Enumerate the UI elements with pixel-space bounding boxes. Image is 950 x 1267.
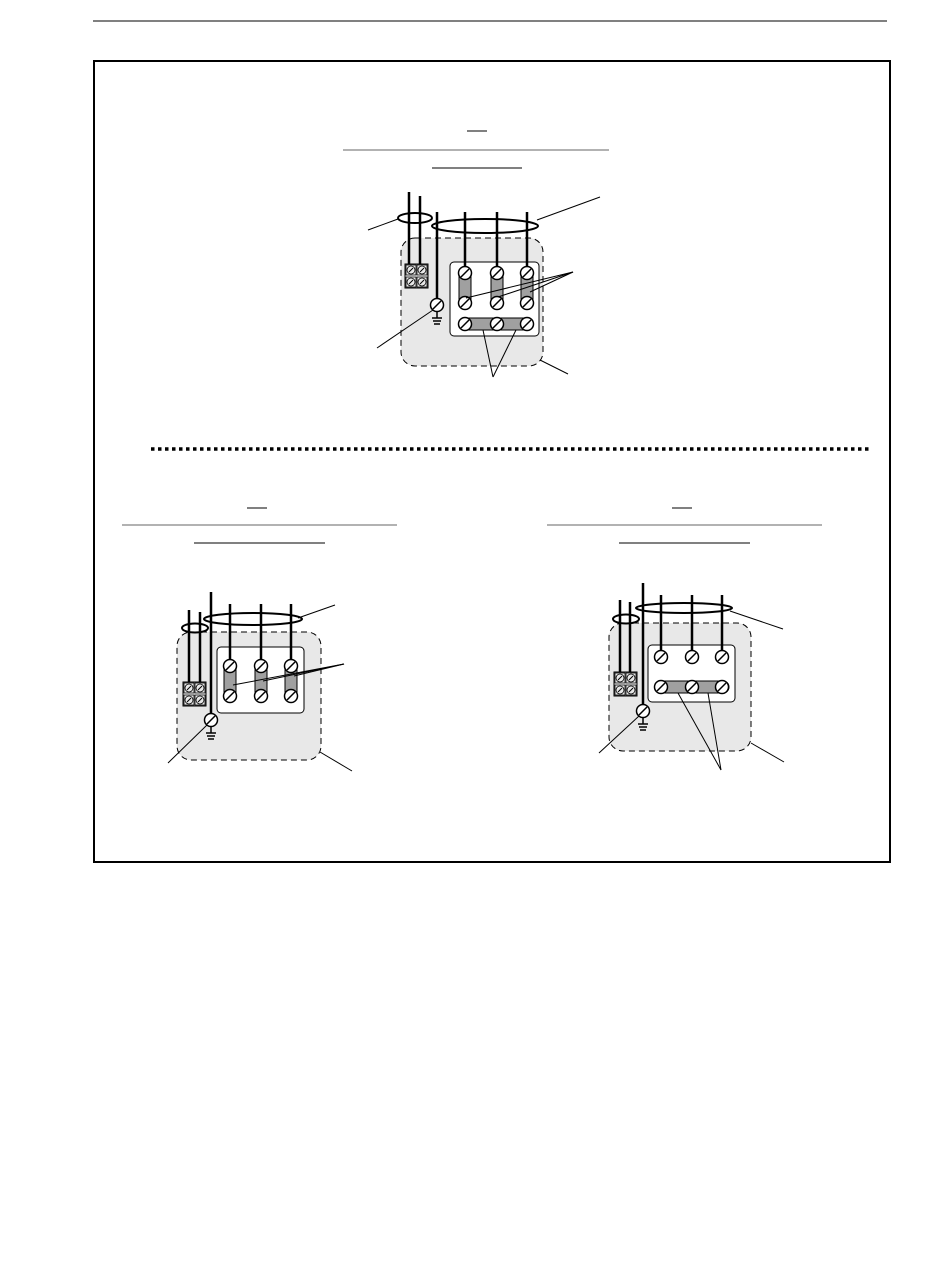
screw-terminal-icon <box>459 267 472 280</box>
title-lines <box>122 508 397 543</box>
screw-terminal-icon <box>655 651 668 664</box>
cable-bundle-ring <box>204 613 302 625</box>
thermistor-cable-ring <box>182 624 208 633</box>
screw-terminal-icon <box>491 267 504 280</box>
screw-terminal-icon <box>686 651 699 664</box>
thermistor-terminal-icon <box>405 264 428 288</box>
screw-terminal-icon <box>255 660 268 673</box>
screw-terminal-icon <box>521 318 534 331</box>
screw-terminal-icon <box>459 297 472 310</box>
cable-bundle-ring <box>432 219 538 233</box>
screw-terminal-icon <box>285 690 298 703</box>
thermistor-terminal-icon <box>614 672 637 696</box>
screw-terminal-icon <box>459 318 472 331</box>
title-lines <box>547 508 822 543</box>
wiring-diagram-bottom-left <box>122 508 397 771</box>
screw-terminal-icon <box>491 318 504 331</box>
screw-terminal-icon <box>521 267 534 280</box>
screw-terminal-icon <box>491 297 504 310</box>
terminal-screws <box>459 267 534 331</box>
screw-terminal-icon <box>716 651 729 664</box>
screw-terminal-icon <box>224 660 237 673</box>
thermistor-terminal-icon <box>183 682 206 706</box>
screw-terminal-icon <box>224 690 237 703</box>
thermistor-cable-ring <box>613 615 639 624</box>
thermistor-cable-ring <box>398 213 432 223</box>
screw-terminal-icon <box>255 690 268 703</box>
screw-terminal-icon <box>686 681 699 694</box>
wiring-diagram-bottom-right <box>547 508 822 770</box>
title-lines <box>343 131 609 168</box>
wiring-diagram-top <box>343 131 609 377</box>
screw-terminal-icon <box>655 681 668 694</box>
screw-terminal-icon <box>521 297 534 310</box>
screw-terminal-icon <box>716 681 729 694</box>
cable-bundle-ring <box>636 603 732 613</box>
screw-terminal-icon <box>285 660 298 673</box>
